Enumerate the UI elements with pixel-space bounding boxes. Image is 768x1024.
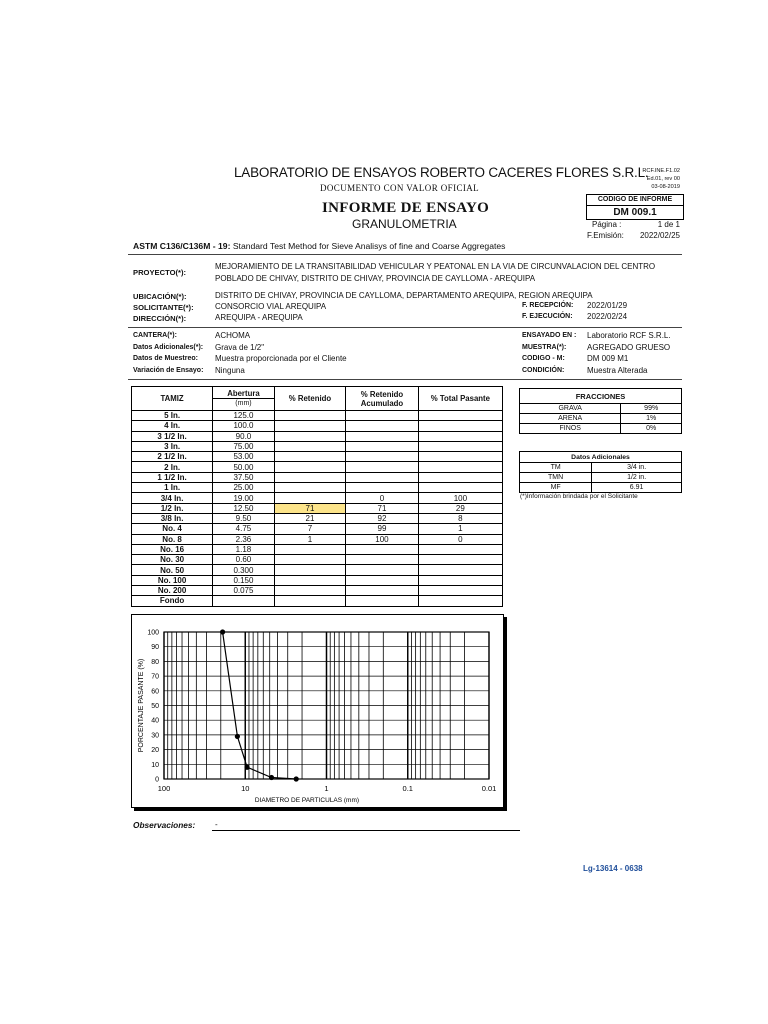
y-tick-label: 30 [151,732,159,740]
x-tick-label: 1 [324,784,329,793]
sieve-opening: 100.0 [213,421,275,431]
proyecto-label: PROYECTO(*): [133,268,187,277]
percent-retained [274,462,345,472]
ubicacion-label: UBICACIÓN(*): [133,292,187,301]
table-row [132,441,503,451]
sieve-opening: 1.18 [213,544,275,554]
observaciones-label: Observaciones: [133,820,196,830]
sieve-opening [213,596,275,606]
percent-passing [418,555,502,565]
percent-retained: 7 [274,524,345,534]
sieve-opening: 0.150 [213,575,275,585]
percent-passing [418,596,502,606]
solicitante-label: SOLICITANTE(*): [133,303,194,312]
table-row [132,472,503,482]
row-label: TMN [520,473,592,483]
table-row [520,404,682,414]
sieve-opening: 0.60 [213,555,275,565]
table-row [132,596,503,606]
datos-adicionales-title: Datos Adicionales [520,452,682,463]
ensayado-label: ENSAYADO EN : [522,332,577,339]
sieve-opening: 90.0 [213,431,275,441]
sieve-name: 1 In. [132,483,213,493]
percent-retained-cumulative [346,555,419,565]
row-label: ARENA [520,414,621,424]
percent-passing [418,575,502,585]
percent-retained [274,544,345,554]
y-tick-label: 50 [151,703,159,710]
table-row [132,421,503,431]
table-row [520,473,682,483]
percent-retained [274,493,345,503]
x-axis-label: DIAMETRO DE PARTICULAS (mm) [254,797,360,804]
y-tick-label: 100 [147,629,159,637]
percent-retained [274,575,345,585]
data-point [235,734,240,739]
sieve-opening: 25.00 [213,483,275,493]
variacion-value: Ninguna [215,366,245,375]
percent-passing [418,565,502,575]
percent-retained [274,565,345,575]
recepcion-value: 2022/01/29 [587,301,628,310]
table-row [132,524,503,534]
y-tick-label: 90 [151,644,159,652]
emision-label: F.Emisión: [587,231,624,240]
sieve-name: 3/8 In. [132,513,213,523]
row-value: 0% [621,424,682,434]
sieve-name: No. 200 [132,586,213,596]
y-tick-label: 20 [151,747,159,755]
sieve-opening: 53.00 [213,452,275,462]
sieve-name: Fondo [132,596,213,606]
table-row [132,555,503,565]
sieve-opening: 9.50 [213,513,275,523]
percent-retained-cumulative [346,411,419,421]
percent-retained-cumulative [346,586,419,596]
row-value: 1% [621,414,682,424]
row-value: 3/4 in. [592,463,682,473]
percent-passing: 0 [418,534,502,544]
form-code: RCF.INE.F1.02 [642,168,680,174]
proyecto-line1: MEJORAMIENTO DE LA TRANSITABILIDAD VEHICULAR Y PEATONAL EN LA VIA DE CIRCUNVALACION DEL CENTRO [215,262,656,271]
divider [128,327,682,328]
observaciones-value: - [215,820,218,829]
recepcion-label: F. RECEPCIÓN: [522,302,574,309]
table-row [132,586,503,596]
percent-retained [274,452,345,462]
percent-passing: 8 [418,513,502,523]
col-ret-acum-2: Acumulado [360,398,404,408]
fracciones-body [520,404,682,434]
table-row [132,431,503,441]
percent-retained-cumulative [346,431,419,441]
percent-retained-cumulative: 99 [346,524,419,534]
granulometry-chart [131,614,504,808]
sieve-name: No. 8 [132,534,213,544]
sieve-opening: 75.00 [213,441,275,451]
col-tamiz: TAMIZ [132,387,213,411]
sieve-name: 3/4 In. [132,493,213,503]
data-point [220,629,225,634]
y-axis-label: PORCENTAJE PASANTE (%) [138,658,145,753]
sieve-name: No. 50 [132,565,213,575]
row-label: FINOS [520,424,621,434]
percent-passing [418,586,502,596]
solicitante-note: (*)Información brindada por el Solicitante [520,493,638,500]
ubicacion-value: DISTRITO DE CHIVAY, PROVINCIA DE CAYLLOMA, DEPARTAMENTO AREQUIPA, REGION AREQUIPA [215,291,593,300]
data-point [269,775,274,780]
percent-retained-cumulative: 92 [346,513,419,523]
table-row [520,483,682,493]
data-point [244,765,249,770]
y-tick-label: 10 [151,761,159,769]
percent-retained-cumulative: 71 [346,503,419,513]
sieve-opening: 4.75 [213,524,275,534]
percent-retained-cumulative [346,544,419,554]
percent-passing [418,462,502,472]
pagina-value: 1 de 1 [657,220,680,229]
emision-value: 2022/02/25 [639,231,680,240]
sieve-opening: 12.50 [213,503,275,513]
percent-passing [418,431,502,441]
percent-retained-cumulative [346,441,419,451]
cantera-value: ACHOMA [215,331,251,340]
sieve-opening: 0.075 [213,586,275,596]
datos-adicionales-label: Datos Adicionales(*): [133,344,204,351]
table-row [132,452,503,462]
table-row [132,544,503,554]
percent-passing [418,483,502,493]
sieve-name: 2 In. [132,462,213,472]
data-point [294,776,299,781]
sieve-table [131,386,503,607]
sieve-name: 3 1/2 In. [132,431,213,441]
observaciones-line [212,830,520,831]
row-label: MF [520,483,592,493]
fracciones-title: FRACCIONES [520,389,682,404]
percent-passing: 29 [418,503,502,513]
datos-adicionales-body [520,463,682,493]
x-tick-label: 10 [241,784,250,793]
percent-passing [418,411,502,421]
muestra-label: MUESTRA(*): [522,344,567,351]
percent-retained [274,483,345,493]
sieve-name: 2 1/2 In. [132,452,213,462]
muestreo-value: Muestra proporcionada por el Cliente [215,354,347,363]
y-tick-label: 0 [155,776,159,784]
row-label: TM [520,463,592,473]
row-label: GRAVA [520,404,621,414]
solicitante-value: CONSORCIO VIAL AREQUIPA [215,302,327,311]
percent-passing: 100 [418,493,502,503]
sieve-name: No. 30 [132,555,213,565]
percent-retained-cumulative [346,483,419,493]
col-pasante: % Total Pasante [418,387,502,411]
footer-code: Lg-13614 - 0638 [583,864,643,873]
form-codes [642,167,680,191]
codigo-informe-box [586,194,684,220]
percent-retained: 1 [274,534,345,544]
muestra-value: AGREGADO GRUESO [587,343,671,352]
percent-retained [274,596,345,606]
datos-adicionales-table [519,451,682,493]
astm-text: Standard Test Method for Sieve Analisys of fine and Coarse Aggregates [230,241,506,251]
table-row [132,411,503,421]
condicion-value: Muestra Alterada [587,366,648,375]
fracciones-table [519,388,682,434]
direccion-label: DIRECCIÓN(*): [133,314,187,323]
percent-passing [418,452,502,462]
sieve-opening: 50.00 [213,462,275,472]
percent-retained [274,472,345,482]
percent-passing [418,544,502,554]
proyecto-line2: POBLADO DE CHIVAY, DISTRITO DE CHIVAY, PROVINCIA DE CAYLLOMA - AREQUIPA [215,274,536,283]
percent-retained-cumulative [346,421,419,431]
direccion-value: AREQUIPA - AREQUIPA [215,313,303,322]
report-subtitle: GRANULOMETRIA [352,217,457,231]
datos-adicionales-value: Grava de 1/2" [215,343,265,352]
sieve-table-body [132,411,503,607]
y-tick-label: 70 [151,673,159,681]
percent-passing: 1 [418,524,502,534]
col-retenido-acumulado [346,387,419,411]
col-retenido: % Retenido [274,387,345,411]
table-row [132,503,503,513]
percent-retained [274,586,345,596]
percent-retained-cumulative [346,462,419,472]
col-abertura-name: Abertura [213,389,274,399]
col-ret-acum-1: % Retenido [360,389,404,399]
percent-passing [418,421,502,431]
ejecucion-value: 2022/02/24 [587,312,628,321]
table-row [132,483,503,493]
ensayado-value: Laboratorio RCF S.R.L. [587,331,671,340]
row-value: 99% [621,404,682,414]
percent-passing [418,441,502,451]
astm-standard [133,241,505,251]
percent-retained [274,441,345,451]
lab-name: LABORATORIO DE ENSAYOS ROBERTO CACERES FLORES S.R.L. [234,165,649,180]
percent-retained-cumulative: 0 [346,493,419,503]
codigo-m-value: DM 009 M1 [587,354,629,363]
sieve-opening: 2.36 [213,534,275,544]
x-tick-label: 100 [157,784,171,793]
divider [128,379,682,380]
ejecucion-label: F. EJECUCIÓN: [522,313,573,320]
percent-passing [418,472,502,482]
row-value: 1/2 in. [592,473,682,483]
sieve-opening: 37.50 [213,472,275,482]
sieve-name: No. 100 [132,575,213,585]
percent-retained-cumulative [346,472,419,482]
sieve-name: 1/2 In. [132,503,213,513]
sieve-name: 5 In. [132,411,213,421]
report-title: INFORME DE ENSAYO [322,200,490,216]
percent-retained [274,421,345,431]
sieve-opening: 19.00 [213,493,275,503]
edition: Ed.01, rev 00 [646,176,680,182]
percent-retained-cumulative [346,575,419,585]
table-row [132,513,503,523]
percent-retained: 71 [274,503,345,513]
table-row [132,565,503,575]
percent-retained-cumulative [346,452,419,462]
table-row [520,414,682,424]
y-tick-label: 60 [151,688,159,696]
table-row [132,462,503,472]
table-row [132,493,503,503]
divider [128,254,682,255]
muestreo-label: Datos de Muestreo: [133,355,198,362]
row-value: 6.91 [592,483,682,493]
percent-retained [274,555,345,565]
condicion-label: CONDICIÓN: [522,367,565,374]
percent-retained [274,411,345,421]
codigo-informe-value: DM 009.1 [613,207,657,218]
percent-retained: 21 [274,513,345,523]
sieve-opening: 125.0 [213,411,275,421]
percent-retained-cumulative: 100 [346,534,419,544]
y-tick-label: 40 [151,717,159,725]
sieve-name: 3 In. [132,441,213,451]
percent-retained [274,431,345,441]
col-abertura [213,387,275,411]
sieve-name: No. 16 [132,544,213,554]
x-tick-label: 0.01 [481,784,497,793]
variacion-label: Variación de Ensayo: [133,367,204,374]
sieve-name: No. 4 [132,524,213,534]
y-tick-label: 80 [151,658,159,666]
chart-svg [132,615,503,807]
x-tick-label: 0.1 [402,784,413,793]
pagina-label: Página : [592,220,622,229]
table-row [132,575,503,585]
cantera-label: CANTERA(*): [133,332,177,339]
edition-date: 03-08-2019 [651,184,680,190]
sieve-opening: 0.300 [213,565,275,575]
sieve-name: 4 In. [132,421,213,431]
codigo-m-label: CODIGO - M: [522,355,565,362]
table-row [520,424,682,434]
doc-oficial: DOCUMENTO CON VALOR OFICIAL [320,183,480,193]
percent-retained-cumulative [346,596,419,606]
table-row [132,534,503,544]
astm-code: ASTM C136/C136M - 19: [133,241,231,251]
page-info [587,219,680,241]
sieve-name: 1 1/2 In. [132,472,213,482]
codigo-informe-label: CODIGO DE INFORME [587,195,683,206]
table-row [520,463,682,473]
percent-retained-cumulative [346,565,419,575]
col-abertura-unit: (mm) [235,400,252,407]
